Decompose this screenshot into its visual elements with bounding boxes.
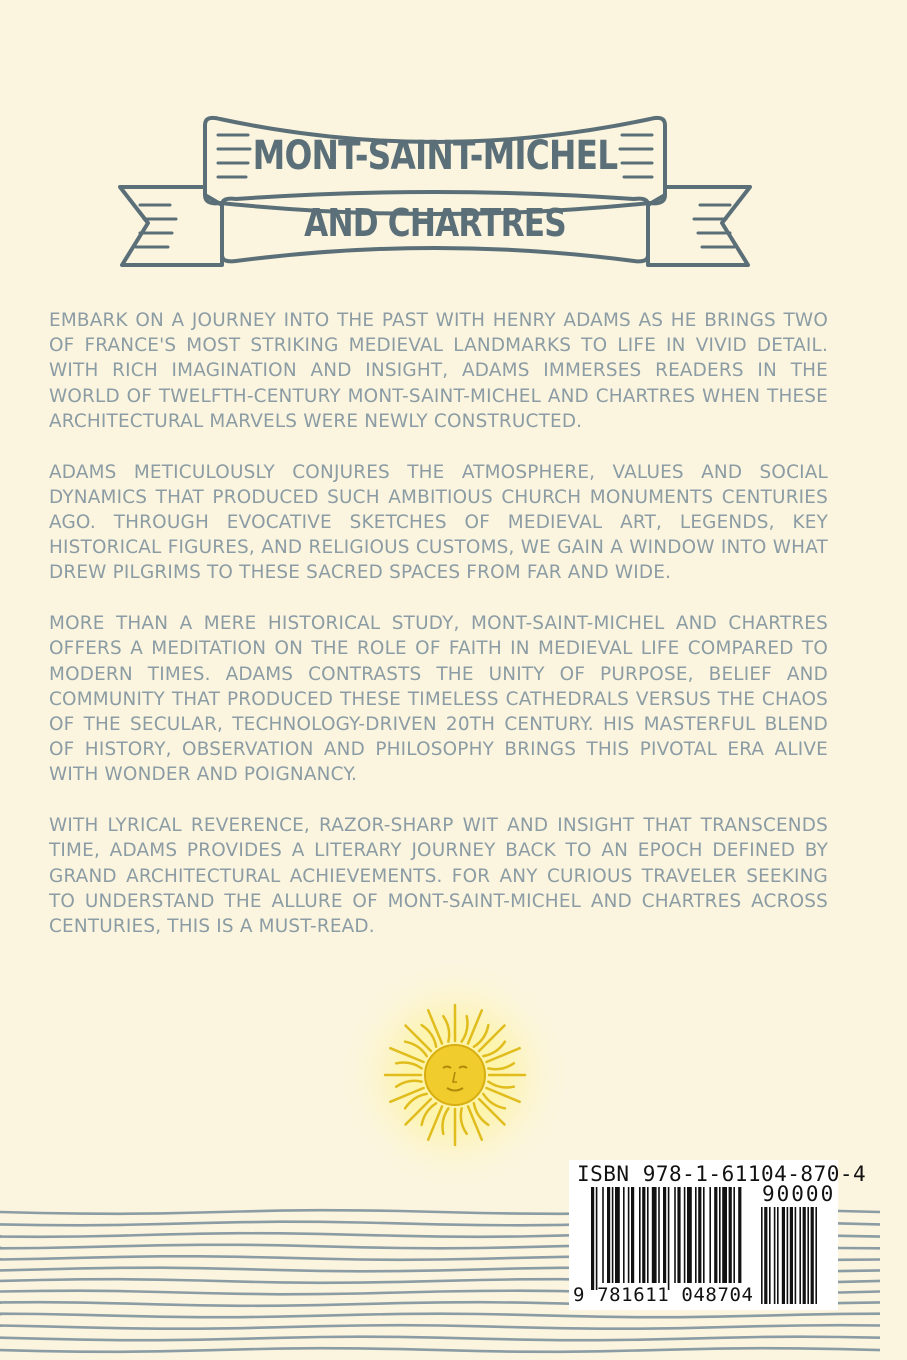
wave-line (0, 1325, 880, 1329)
wave-line (0, 1348, 880, 1352)
ean-digits: 9 781611 048704 (573, 1284, 754, 1306)
barcode-bar (738, 1187, 741, 1283)
ribbon-icon (110, 105, 760, 280)
barcode-bar (695, 1187, 697, 1283)
barcode-bar (703, 1187, 705, 1283)
addon-bar (764, 1207, 767, 1304)
wave-line (0, 1337, 880, 1341)
barcode-bar (623, 1187, 625, 1283)
barcode-bar (602, 1187, 604, 1283)
barcode-bar (674, 1187, 676, 1283)
title-banner (110, 105, 760, 280)
addon-bar (769, 1207, 771, 1304)
wave-line (0, 1314, 880, 1318)
price-addon: 90000 (762, 1182, 836, 1206)
isbn-barcode (569, 1160, 867, 1310)
barcode-bar (729, 1187, 732, 1283)
addon-bar (807, 1207, 809, 1304)
barcode-bar (631, 1187, 634, 1283)
addon-bar (777, 1207, 779, 1304)
book-description (49, 308, 828, 965)
barcode-bar (639, 1187, 641, 1283)
addon-bar (774, 1207, 776, 1304)
sun-face-icon (340, 960, 570, 1190)
addon-bar (782, 1207, 785, 1304)
barcode-bar (677, 1187, 680, 1283)
addon-bar (803, 1207, 806, 1304)
addon-bar (787, 1207, 789, 1304)
description-paragraph: ADAMS METICULOUSLY CONJURES THE ATMOSPHERE, VALUES AND SOCIAL DYNAMICS THAT PRODUCED SUCH AMBITIOUS CHURCH MONUMENTS CENTURIES AGO. THROUGH EVOCATIVE SKETCHES OF MEDIEVAL ART, LEGENDS, KEY HISTORICAL FIGURES, AND RELIGIOUS CUSTOMS, WE GAIN A WINDOW INTO WHAT DREW PILGRIMS TO THESE SACRED SPACES FROM FAR AND WIDE. (49, 461, 828, 584)
description-paragraph: EMBARK ON A JOURNEY INTO THE PAST WITH HENRY ADAMS AS HE BRINGS TWO OF FRANCE'S MOST STRIKING MEDIEVAL LANDMARKS TO LIFE IN VIVID DETAIL. WITH RICH IMAGINATION AND INSIGHT, ADAMS IMMERSES READERS IN THE WORLD OF TWELFTH-CENTURY MONT-SAINT-MICHEL AND CHARTRES WHEN THESE ARCHITECTURAL MARVELS WERE NEWLY CONSTRUCTED. (49, 310, 828, 432)
barcode-bar (719, 1187, 721, 1283)
barcode-bar (647, 1187, 649, 1283)
isbn-number: ISBN 978-1-61104-870-4 (577, 1162, 867, 1186)
addon-bar (795, 1207, 797, 1304)
barcode-bar (628, 1187, 630, 1283)
barcode-bar (722, 1187, 727, 1283)
book-title: MONT-SAINT-MICHEL (252, 133, 618, 179)
description-paragraph: WITH LYRICAL REVERENCE, RAZOR-SHARP WIT AND INSIGHT THAT TRANSCENDS TIME, ADAMS PROVIDES A LITERARY JOURNEY BACK TO AN EPOCH DEFINED BY GRAND ARCHITECTURAL ACHIEVEMENTS. FOR ANY CURIOUS TRAVELER SEEKING TO UNDERSTAND THE ALLURE OF MONT-SAINT-MICHEL AND CHARTRES ACROSS CENTURIES, THIS IS A MUST-READ. (49, 815, 828, 938)
barcode-bar (663, 1187, 666, 1283)
barcode-bar (591, 1187, 594, 1290)
addon-bar (815, 1207, 817, 1304)
addon-bar (761, 1207, 763, 1304)
barcode-bar (642, 1187, 645, 1283)
addon-bar (811, 1207, 814, 1304)
barcode-bar (684, 1187, 686, 1283)
barcode-bar (698, 1187, 701, 1283)
barcode-bar (709, 1187, 711, 1283)
barcode-bar (615, 1187, 620, 1283)
barcode-bar (607, 1187, 610, 1283)
book-subtitle: AND CHARTRES (304, 201, 566, 245)
barcode-bar (733, 1187, 735, 1283)
barcode-bar (658, 1187, 660, 1283)
barcode-bar (714, 1187, 717, 1283)
barcode-bar (687, 1187, 692, 1283)
barcode-bar (612, 1187, 614, 1283)
barcode-bar (596, 1187, 598, 1290)
addon-bar (799, 1207, 801, 1304)
description-paragraph: MORE THAN A MERE HISTORICAL STUDY, MONT-SAINT-MICHEL AND CHARTRES OFFERS A MEDITATION ON THE ROLE OF FAITH IN MEDIEVAL LIFE COMPARED TO MODERN TIMES. ADAMS CONTRASTS THE UNITY OF PURPOSE, BELIEF AND COMMUNITY THAT PRODUCED THESE TIMELESS CATHEDRALS VERSUS THE CHAOS OF THE SECULAR, TECHNOLOGY-DRIVEN 20TH CENTURY. HIS MASTERFUL BLEND OF HISTORY, OBSERVATION AND PHILOSOPHY BRINGS THIS PIVOTAL ERA ALIVE WITH WONDER AND POIGNANCY. (49, 613, 828, 786)
barcode-bar (652, 1187, 657, 1283)
barcode-bar (668, 1187, 670, 1290)
addon-bar (790, 1207, 793, 1304)
